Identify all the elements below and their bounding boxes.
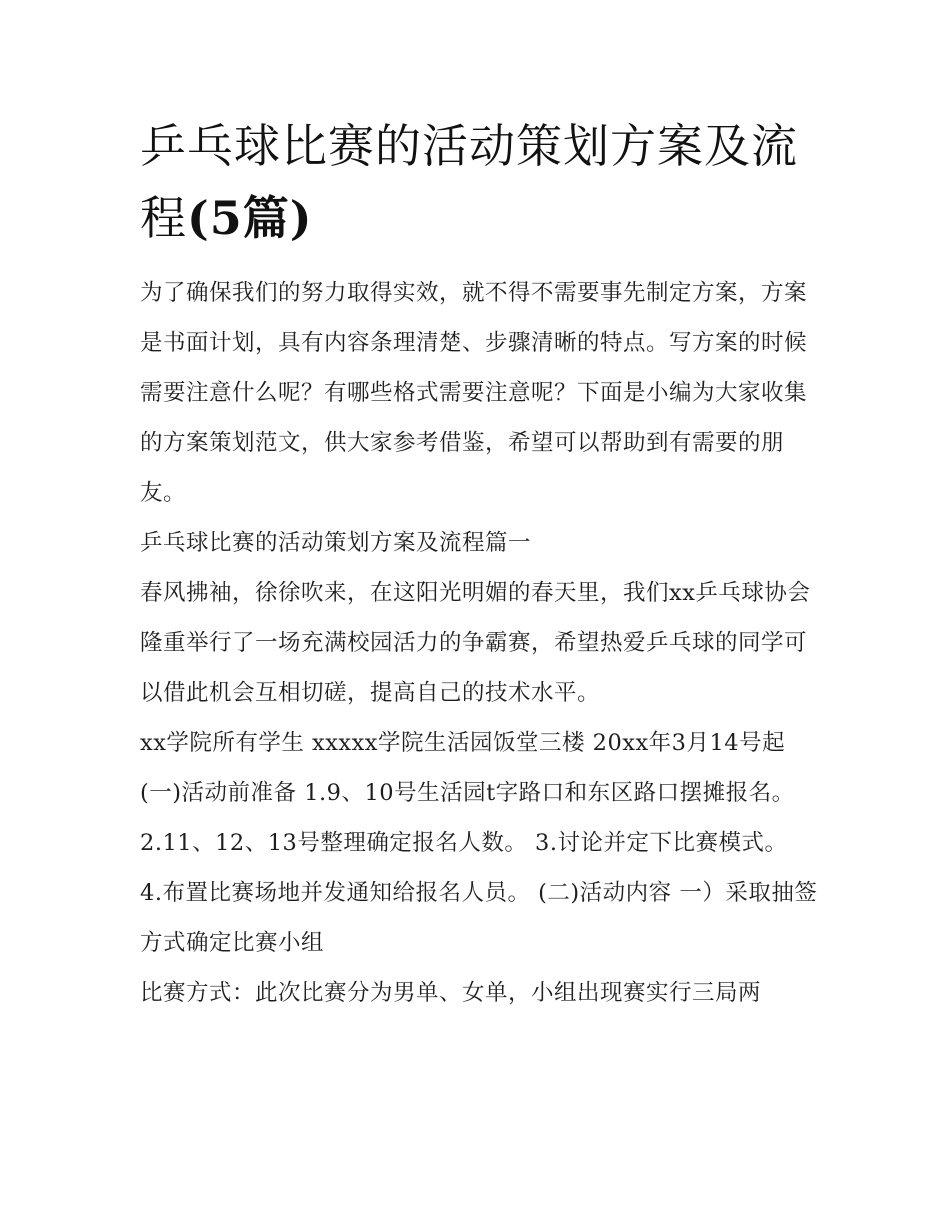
- title-count: (5篇): [187, 191, 313, 245]
- intro-paragraph: 为了确保我们的努力取得实效，就不得不需要事先制定方案，方案是书面计划，具有内容条理清楚、步骤清晰的特点。写方案的时候需要注意什么呢？有哪些格式需要注意呢？下面是小编为大家收集的方案策划范文，供大家参考借鉴，希望可以帮助到有需要的朋友。: [140, 280, 808, 506]
- body-paragraph: 春风拂袖，徐徐吹来，在这阳光明媚的春天里，我们xx乒乓球协会隆重举行了一场充满校园活力的争霸赛，希望热爱乒乓球的同学可以借此机会互相切磋，提高自己的技术水平。: [140, 580, 811, 706]
- document-title: [140, 110, 820, 254]
- body-paragraph: xx学院所有学生 xxxxx学院生活园饭堂三楼 20xx年3月14号起 (一)活动前准备 1.9、10号生活园t字路口和东区路口摆摊报名。: [140, 730, 795, 806]
- body-paragraph: 4.布置比赛场地并发通知给报名人员。 (二)活动内容 一）采取抽签方式确定比赛小组: [140, 880, 818, 956]
- title-text: 乒乓球比赛的活动策划方案及流程: [140, 119, 798, 245]
- body-paragraph: 比赛方式：此次比赛分为男单、女单，小组出现赛实行三局两: [140, 980, 762, 1006]
- document-page: [140, 110, 820, 1018]
- body-paragraph: 2.11、12、13号整理确定报名人数。 3.讨论并定下比赛模式。: [140, 830, 788, 856]
- section-heading: 乒乓球比赛的活动策划方案及流程篇一: [140, 530, 532, 556]
